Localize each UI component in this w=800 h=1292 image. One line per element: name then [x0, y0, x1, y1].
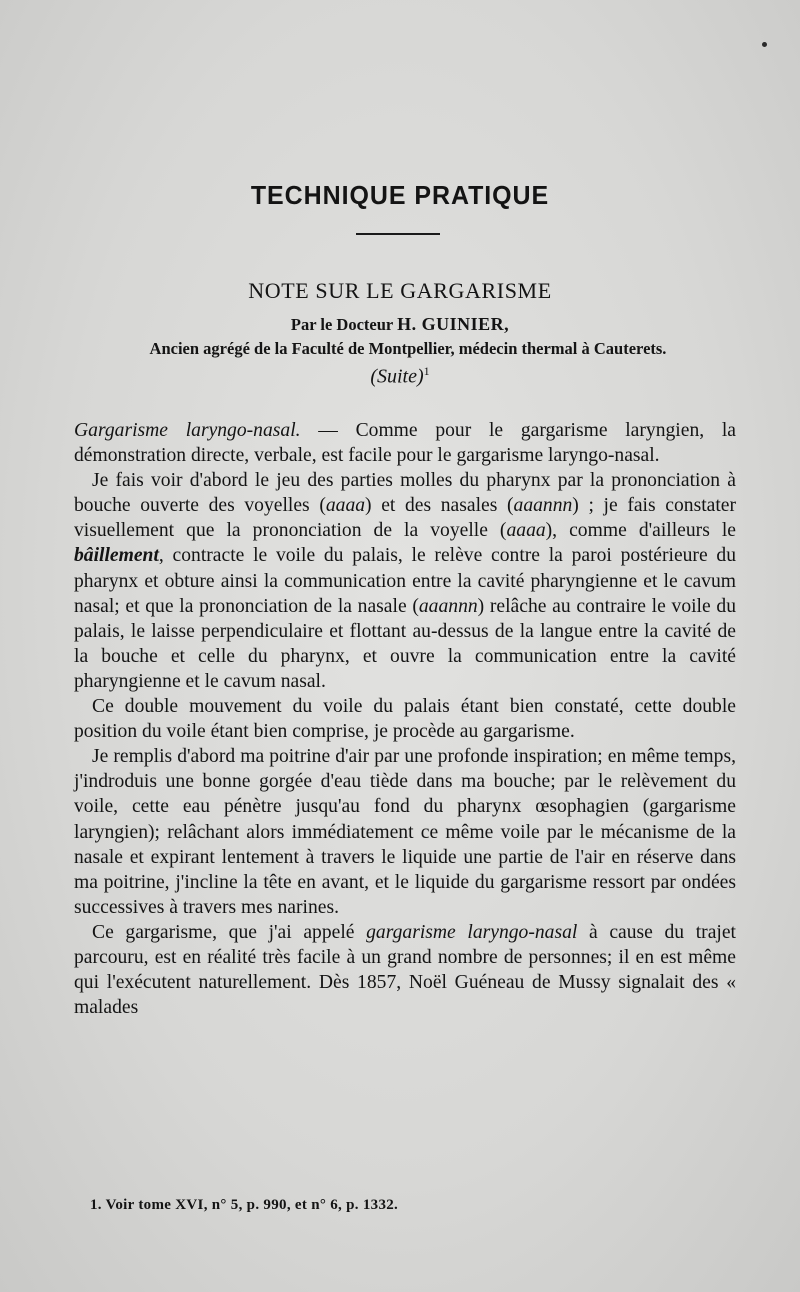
author-affiliation: Ancien agrégé de la Faculté de Montpellier, médecin thermal à Cauterets.	[149, 339, 667, 358]
continuation-label	[0, 364, 800, 389]
byline	[0, 314, 800, 335]
paragraph-text: ) ; je fais constater visuellement que la prononciation de la voyelle (	[74, 495, 736, 542]
section-title: TECHNIQUE PRATIQUE	[250, 180, 550, 210]
paragraph-text: ) relâche au contraire le voile du palais, le laisse perpendiculaire et flottant au-dessus de la langue entre la cavité de la bouche et celle du pharynx, et ouvre la communication entre la cavité pharyngienne et le cavum nasal.	[74, 595, 736, 692]
article-body	[74, 418, 736, 1020]
italic-term: aaannn	[513, 495, 573, 517]
article-title: NOTE SUR LE GARGARISME	[248, 278, 552, 303]
footnote: 1. Voir tome XVI, n° 5, p. 990, et n° 6, p. 1332.	[90, 1197, 399, 1213]
footnote-rule	[74, 1189, 164, 1190]
paragraph-3: Ce double mouvement du voile du palais étant bien constaté, cette double position du voile étant bien comprise, je procède au gargarisme.	[74, 696, 736, 743]
suite-text: (Suite)	[370, 365, 424, 388]
paragraph-text: — Comme pour le gargarisme laryngien, la démonstration directe, verbale, est facile pour le gargarisme laryngo-nasal.	[74, 420, 736, 467]
paragraph-text: , contracte le voile du palais, le relève contre la paroi postérieure du pharynx et obture ainsi la communication entre la cavité pharyngienne et le cavum nasal; et que la prononciation de la nasale (	[74, 545, 736, 617]
author-name: H. GUINIER,	[397, 314, 510, 334]
paragraph-1	[74, 418, 736, 468]
italic-term: gargarisme laryngo-nasal	[366, 921, 578, 943]
paragraph-text: à cause du trajet parcouru, est en réalité très facile à un grand nombre de personnes; il en est même qui l'exécutent naturellement. Dès 1857, Noël Guéneau de Mussy signalait des « malades	[74, 921, 736, 1019]
paragraph-text: Ce gargarisme, que j'ai appelé	[92, 921, 367, 943]
italic-term: aaaa	[325, 495, 366, 517]
paragraph-2	[74, 468, 736, 694]
paragraph-text: ), comme d'ailleurs le	[545, 520, 736, 542]
bold-italic-term: bâillement	[74, 545, 159, 567]
italic-term: aaaa	[506, 520, 546, 542]
title-rule	[356, 233, 440, 235]
footnote-ref: 1	[423, 364, 430, 378]
italic-term: aaannn	[418, 595, 478, 617]
paragraph-5	[74, 920, 736, 1020]
paragraph-4: Je remplis d'abord ma poitrine d'air par une profonde inspiration; en même temps, j'indroduis une bonne gorgée d'eau tiède dans ma bouche; par le relèvement du voile, cette eau pénètre jusqu'au fond du pharynx œsophagien (gargarisme laryngien); relâchant alors immédiatement ce même voile par le mécanisme de la nasale et expirant lentement à travers le liquide une partie de l'air en réserve dans ma poitrine, j'incline la tête en avant, et le liquide du gargarisme ressort par ondées successives à travers mes narines.	[74, 746, 736, 918]
byline-prefix: Par le Docteur	[290, 315, 398, 334]
paragraph-text: Je fais voir d'abord le jeu des parties molles du pharynx par la prononciation à bouche ouverte des voyelles (	[74, 470, 736, 517]
paragraph-text: ) et des nasales (	[365, 495, 514, 517]
ink-speck	[762, 42, 767, 47]
paragraph-lead: Gargarisme laryngo-nasal.	[74, 420, 301, 441]
